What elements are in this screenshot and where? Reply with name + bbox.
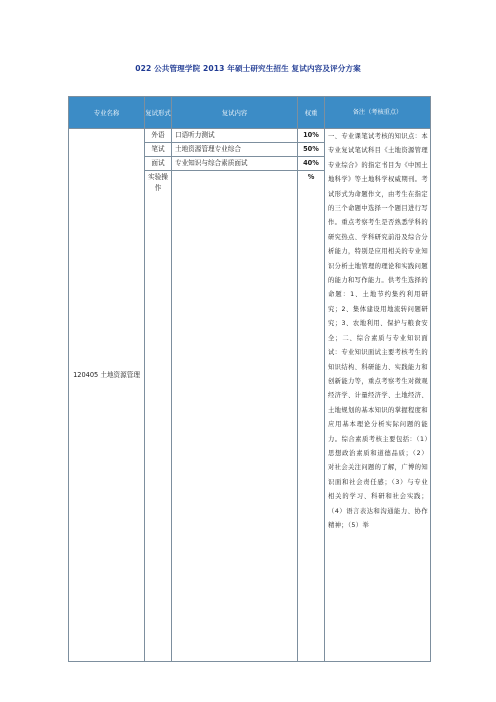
header-note: 备注（考核重点） [325, 97, 431, 129]
weight-cell: 10% [298, 129, 325, 143]
form-cell: 实验操作 [145, 171, 172, 662]
header-major: 专业名称 [69, 97, 145, 129]
major-name-cell: 120405 土地资源管理 [69, 129, 145, 662]
form-cell: 外语 [145, 129, 172, 143]
form-cell: 面试 [145, 157, 172, 171]
table-row [69, 129, 431, 143]
content-cell [172, 171, 298, 662]
weight-cell: % [298, 171, 325, 662]
weight-cell: 50% [298, 143, 325, 157]
content-cell: 专业知识与综合素质面试 [172, 157, 298, 171]
header-weight: 权重 [298, 97, 325, 129]
header-form: 复试形式 [145, 97, 172, 129]
note-cell: 一、专业课笔试考核的知识点：本专业复试笔试科目《土地资源管理专业综合》的指定书目为《中国土地科学》等土地科学权威期刊。考试形式为命题作文，由考生在指定的三个命题中选择一个题目进行写作。重点考察考生是否熟悉学科的研究热点、学科研究前沿及综合分析能力，特别是应用相关的专业知识分析土地管理的理论和实践问题的能力和写作能力。供考生选择的命题：1、土地节约集约利用研究；2、集体建设用地流转问题研究；3、农地利用、保护与粮食安全；二、综合素质与专业知识面试：专业知识面试主要考核考生的知识结构、科研能力、实践能力和创新能力等，重点考察考生对微观经济学、计量经济学、土地经济、土地规划的基本知识的掌握程度和应用基本理论分析实际问题的能力。综合素质考核主要包括：（1）思想政治素质和道德品质；（2）对社会关注问题的了解，广博的知识面和社会责任感；（3）与专业相关的学习、科研和社会实践；（4）语言表达和沟通能力、协作精神；（5）举 [325, 129, 431, 662]
content-cell: 口语听力测试 [172, 129, 298, 143]
table-header-row [69, 97, 431, 129]
scoring-table [68, 96, 431, 662]
header-content: 复试内容 [172, 97, 298, 129]
document-title: 022 公共管理学院 2013 年硕士研究生招生 复试内容及评分方案 [135, 64, 361, 73]
content-cell: 土地资源管理专业综合 [172, 143, 298, 157]
form-cell: 笔试 [145, 143, 172, 157]
weight-cell: 40% [298, 157, 325, 171]
